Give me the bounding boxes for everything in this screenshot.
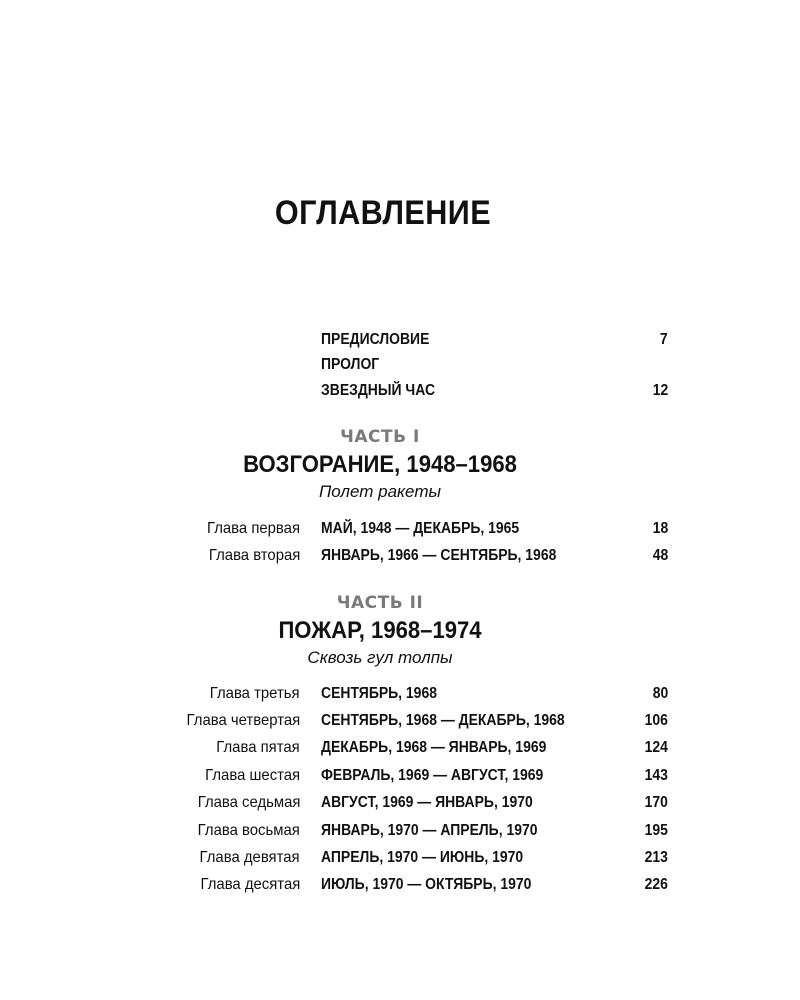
entry-name: ИЮЛЬ, 1970 — ОКТЯБРЬ, 1970 xyxy=(321,876,532,893)
entry-name: ЗВЕЗДНЫЙ ЧАС xyxy=(321,382,436,399)
entry-name: СЕНТЯБРЬ, 1968 xyxy=(321,685,437,702)
toc-entry-chapter-2[interactable] xyxy=(0,544,800,568)
chapter-label: Глава пятая xyxy=(216,739,300,756)
chapter-label: Глава седьмая xyxy=(197,794,300,811)
entry-name: АПРЕЛЬ, 1970 — ИЮНЬ, 1970 xyxy=(321,849,524,866)
toc-entry-chapter-5[interactable] xyxy=(0,736,800,760)
page-number: 48 xyxy=(652,547,668,564)
page-title: ОГЛАВЛЕНИЕ xyxy=(274,194,492,232)
entry-name: ЯНВАРЬ, 1970 — АПРЕЛЬ, 1970 xyxy=(321,822,538,839)
part-1-title: ВОЗГОРАНИЕ, 1948–1968 xyxy=(243,451,517,478)
page-number: 18 xyxy=(652,520,668,537)
toc-entry-chapter-9[interactable] xyxy=(0,846,800,870)
part-1-subtitle: Полет ракеты xyxy=(318,482,441,501)
toc-entry-chapter-8[interactable] xyxy=(0,819,800,843)
chapter-label: Глава шестая xyxy=(205,767,300,784)
toc-entry-chapter-6[interactable] xyxy=(0,764,800,788)
chapter-label: Глава первая xyxy=(206,520,300,537)
part-2-label: ЧАСТЬ II xyxy=(336,593,424,613)
toc-entry-chapter-4[interactable] xyxy=(0,709,800,733)
toc-entry-star-hour[interactable] xyxy=(0,379,800,403)
chapter-label: Глава восьмая xyxy=(197,822,300,839)
toc-entry-chapter-1[interactable] xyxy=(0,517,800,541)
page-number: 195 xyxy=(644,822,668,839)
toc-entry-chapter-7[interactable] xyxy=(0,791,800,815)
chapter-label: Глава девятая xyxy=(199,849,300,866)
page-number: 80 xyxy=(652,685,668,702)
chapter-label: Глава третья xyxy=(210,685,300,702)
entry-name: МАЙ, 1948 — ДЕКАБРЬ, 1965 xyxy=(321,520,520,537)
part-2-title: ПОЖАР, 1968–1974 xyxy=(278,617,482,644)
entry-name: АВГУСТ, 1969 — ЯНВАРЬ, 1970 xyxy=(321,794,533,811)
page-number: 124 xyxy=(644,739,668,756)
part-2-subtitle: Сквозь гул толпы xyxy=(307,648,453,667)
entry-name: ДЕКАБРЬ, 1968 — ЯНВАРЬ, 1969 xyxy=(321,739,547,756)
toc-entry-prologue[interactable] xyxy=(0,353,800,377)
entry-name: ПРЕДИСЛОВИЕ xyxy=(321,331,430,348)
toc-entry-chapter-10[interactable] xyxy=(0,873,800,897)
page-number: 12 xyxy=(652,382,668,399)
page-number: 213 xyxy=(644,849,668,866)
page-number: 143 xyxy=(644,767,668,784)
page-number: 170 xyxy=(644,794,668,811)
entry-name: СЕНТЯБРЬ, 1968 — ДЕКАБРЬ, 1968 xyxy=(321,712,565,729)
entry-name: ФЕВРАЛЬ, 1969 — АВГУСТ, 1969 xyxy=(321,767,544,784)
entry-name: ПРОЛОГ xyxy=(321,356,380,373)
page-number: 226 xyxy=(644,876,668,893)
chapter-label: Глава десятая xyxy=(200,876,300,893)
page-number: 7 xyxy=(660,331,668,348)
page-number: 106 xyxy=(644,712,668,729)
chapter-label: Глава вторая xyxy=(208,547,300,564)
part-1-label: ЧАСТЬ I xyxy=(340,427,420,447)
toc-entry-chapter-3[interactable] xyxy=(0,682,800,706)
entry-name: ЯНВАРЬ, 1966 — СЕНТЯБРЬ, 1968 xyxy=(321,547,557,564)
toc-entry-preface[interactable] xyxy=(0,328,800,352)
chapter-label: Глава четвертая xyxy=(186,712,300,729)
